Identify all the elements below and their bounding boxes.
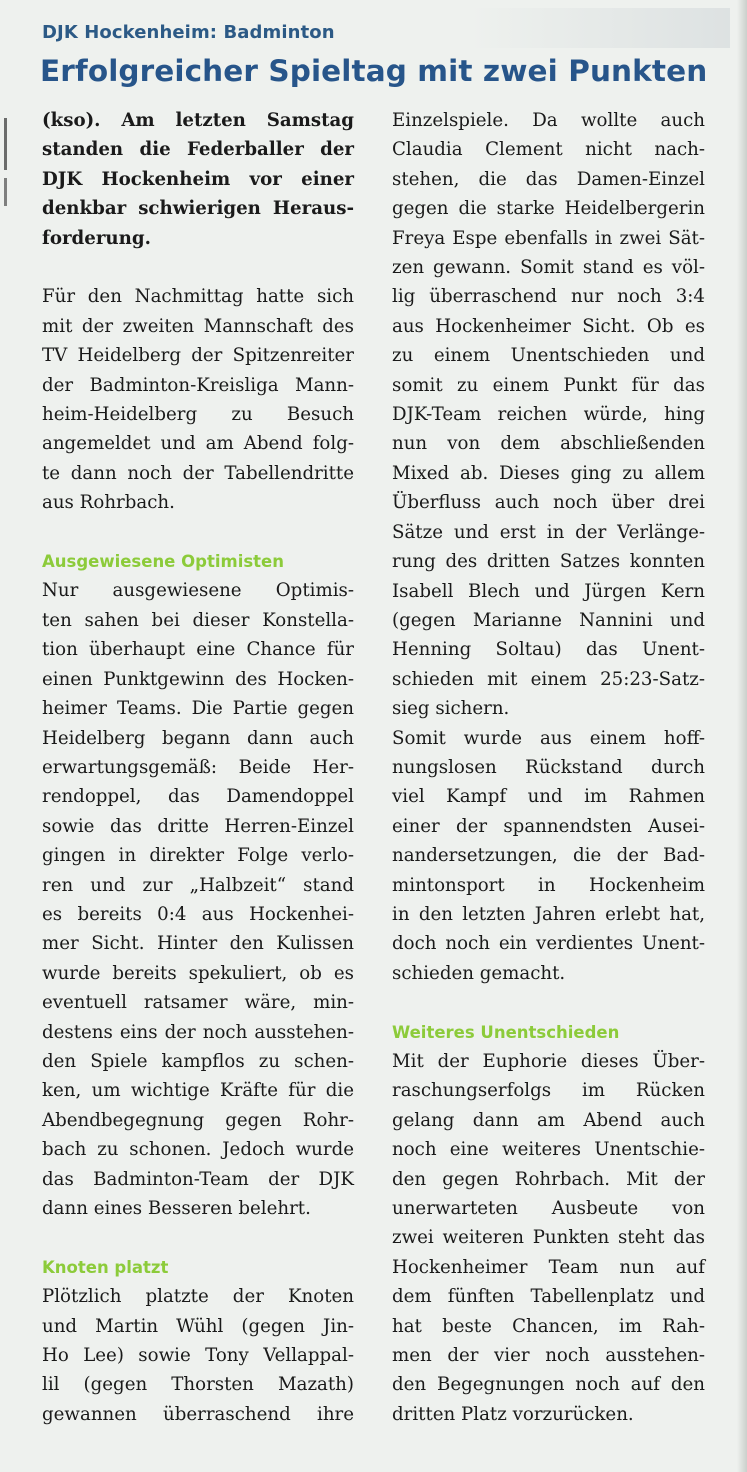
text-line: zwei weiteren Punkten steht das: [392, 1227, 705, 1249]
text-line: ren und zur „Halbzeit“ stand: [42, 874, 354, 896]
bleed-through-shade: [470, 8, 730, 48]
body-paragraph: [42, 282, 354, 517]
text-line: Henning Soltau) das Unent-: [392, 639, 705, 661]
text-line: nandersetzungen, die der Bad-: [392, 845, 705, 867]
text-line: gewannen überraschend ihre: [42, 1403, 354, 1425]
text-line: DJK Hockenheim vor einer: [42, 168, 354, 190]
paragraph-spacer: [42, 253, 354, 282]
text-line: eventuell ratsamer wäre, min-: [42, 992, 354, 1014]
text-line: destens eins der noch ausstehen-: [42, 1021, 354, 1043]
text-line: den Spiele kampflos zu schen-: [42, 1050, 354, 1072]
text-line: Claudia Clement nicht nach-: [392, 139, 705, 161]
text-line: stehen, die das Damen-Einzel: [392, 168, 705, 190]
text-line: viel Kampf und im Rahmen: [392, 786, 705, 808]
text-line: wurde bereits spekuliert, ob es: [42, 962, 354, 984]
text-line: denkbar schwierigen Heraus-: [42, 198, 354, 220]
text-line: erwartungsgemäß: Beide Her-: [42, 756, 354, 778]
text-line: einen Punktgewinn des Hocken-: [42, 668, 354, 690]
text-line: sowie das dritte Herren-Einzel: [42, 815, 354, 837]
text-line: somit zu einem Punkt für das: [392, 374, 705, 396]
text-line: Einzelspiele. Da wollte auch: [392, 110, 705, 131]
body-paragraph: [42, 576, 354, 1223]
text-line: Ho Lee) sowie Tony Vellappal-: [42, 1345, 354, 1367]
text-line: schieden gemacht.: [392, 962, 566, 984]
text-line: rung des dritten Satzes konnten: [392, 551, 705, 573]
text-line: aus Hockenheimer Sicht. Ob es: [392, 315, 705, 337]
text-line: Somit wurde aus einem hoff-: [392, 727, 705, 749]
text-line: doch noch ein verdientes Unent-: [392, 933, 705, 955]
text-line: sieg sichern.: [392, 698, 510, 720]
text-line: dann eines Besseren belehrt.: [42, 1198, 311, 1219]
text-line: nungslosen Rückstand durch: [392, 756, 705, 778]
text-line: unerwarteten Ausbeute von: [392, 1198, 705, 1220]
body-paragraph: [42, 1282, 354, 1429]
text-line: Heidelberg begann dann auch: [42, 727, 354, 749]
text-line: (gegen Marianne Nannini und: [392, 609, 705, 631]
section-subheading: Ausgewiesene Optimisten: [42, 552, 284, 572]
paragraph-spacer: [392, 988, 705, 1017]
text-line: DJK-Team reichen würde, hing: [392, 404, 705, 426]
text-line: dritten Platz vorzurücken.: [392, 1403, 634, 1425]
text-line: Für den Nachmittag hatte sich: [42, 286, 354, 308]
text-line: den gegen Rohrbach. Mit der: [392, 1168, 705, 1190]
article-headline: Erfolgreicher Spieltag mit zwei Punkten: [40, 54, 708, 88]
lead-paragraph: [42, 106, 354, 253]
right-text-column: [392, 106, 705, 1429]
text-line: noch eine weiteres Unentschie-: [392, 1139, 705, 1161]
text-line: einer der spannendsten Ausei-: [392, 815, 705, 837]
text-line: Plötzlich platzte der Knoten: [42, 1286, 354, 1308]
text-line: men der vier noch ausstehen-: [392, 1345, 705, 1367]
text-line: in den letzten Jahren erlebt hat,: [392, 903, 705, 925]
text-line: standen die Federballer der: [42, 139, 354, 161]
text-line: forderung.: [42, 227, 151, 249]
text-line: Isabell Blech und Jürgen Kern: [392, 580, 705, 602]
text-line: zen gewann. Somit stand es völ-: [392, 257, 705, 279]
margin-mark: [4, 118, 7, 170]
text-line: Freya Espe ebenfalls in zwei Sät-: [392, 227, 705, 249]
text-line: heimer Teams. Die Partie gegen: [42, 698, 354, 720]
text-line: rendoppel, das Damendoppel: [42, 786, 354, 808]
text-line: mer Sicht. Hinter den Kulissen: [42, 933, 354, 955]
text-line: hat beste Chancen, im Rah-: [392, 1315, 705, 1337]
text-line: das Badminton-Team der DJK: [42, 1168, 354, 1190]
text-line: raschungserfolgs im Rücken: [392, 1080, 705, 1102]
paragraph-spacer: [42, 518, 354, 547]
text-line: es bereits 0:4 aus Hockenhei-: [42, 903, 354, 925]
text-line: angemeldet und am Abend folg-: [42, 433, 354, 455]
text-line: heim-Heidelberg zu Besuch: [42, 404, 354, 426]
text-line: gingen in direkter Folge verlo-: [42, 845, 354, 867]
text-line: tion überhaupt eine Chance für: [42, 639, 354, 661]
text-line: bach zu schonen. Jedoch wurde: [42, 1139, 354, 1161]
text-line: Nur ausgewiesene Optimis-: [42, 580, 354, 602]
text-line: (kso). Am letzten Samstag: [42, 110, 354, 131]
text-line: Sätze und erst in der Verlänge-: [392, 521, 705, 543]
text-line: lil (gegen Thorsten Mazath): [42, 1374, 354, 1396]
body-paragraph: [392, 1047, 705, 1429]
text-line: Mixed ab. Dieses ging zu allem: [392, 462, 705, 484]
text-line: te dann noch der Tabellendritte: [42, 462, 354, 484]
text-line: TV Heidelberg der Spitzenreiter: [42, 345, 354, 367]
paragraph-spacer: [42, 1223, 354, 1252]
section-subheading: Weiteres Unentschieden: [392, 1022, 620, 1042]
text-line: gegen die starke Heidelbergerin: [392, 198, 705, 220]
margin-mark: [4, 178, 7, 206]
left-text-column: [42, 106, 354, 1429]
body-paragraph: [392, 106, 705, 988]
section-subheading: Knoten platzt: [42, 1257, 169, 1277]
text-line: mintonsport in Hockenheim: [392, 874, 705, 896]
article-kicker: DJK Hockenheim: Badminton: [42, 22, 335, 43]
text-line: nun von dem abschließenden: [392, 433, 705, 455]
text-line: der Badminton-Kreisliga Mann-: [42, 374, 354, 396]
text-line: mit der zweiten Mannschaft des: [42, 315, 354, 337]
text-line: ken, um wichtige Kräfte für die: [42, 1080, 354, 1102]
text-line: Hockenheimer Team nun auf: [392, 1256, 705, 1278]
text-line: den Begegnungen noch auf den: [392, 1374, 705, 1396]
text-line: lig überraschend nur noch 3:4: [392, 286, 705, 308]
page-edge-shadow: [737, 0, 747, 1472]
text-line: zu einem Unentschieden und: [392, 345, 705, 367]
text-line: und Martin Wühl (gegen Jin-: [42, 1315, 354, 1337]
text-line: gelang dann am Abend auch: [392, 1109, 705, 1131]
text-line: Mit der Euphorie dieses Über-: [392, 1050, 705, 1072]
text-line: dem fünften Tabellenplatz und: [392, 1286, 705, 1308]
text-line: Überfluss auch noch über drei: [392, 492, 705, 514]
text-line: ten sahen bei dieser Konstella-: [42, 609, 354, 631]
text-line: aus Rohrbach.: [42, 492, 175, 514]
text-line: Abendbegegnung gegen Rohr-: [42, 1109, 354, 1131]
text-line: schieden mit einem 25:23-Satz-: [392, 668, 705, 690]
